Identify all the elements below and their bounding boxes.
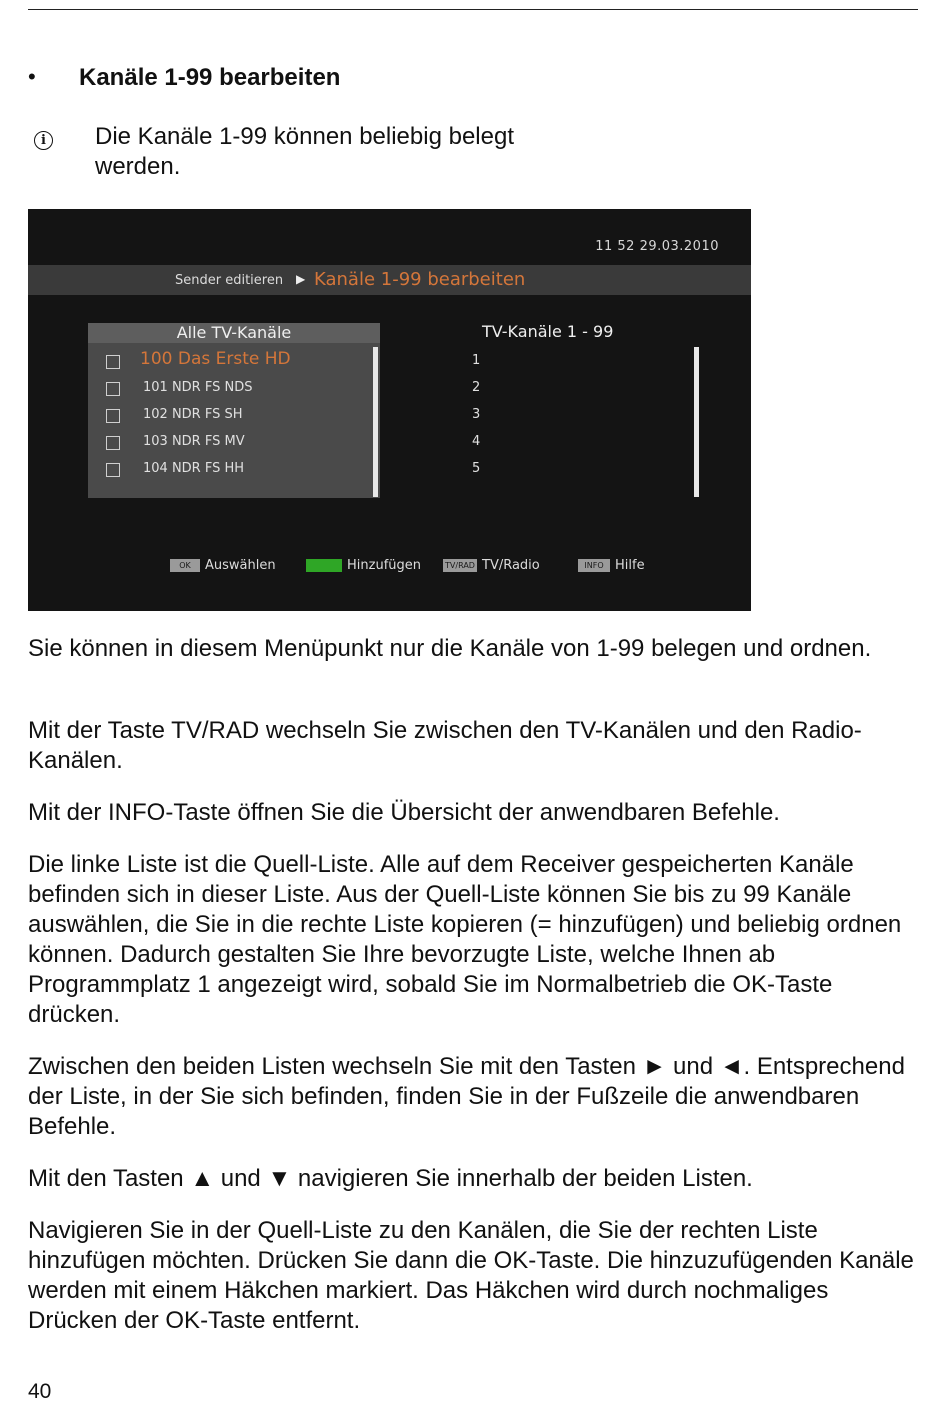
green-key-icon	[306, 559, 342, 572]
page-number: 40	[28, 1380, 52, 1403]
target-scrollbar[interactable]	[694, 347, 699, 497]
channel-label: 104 NDR FS HH	[143, 461, 245, 476]
target-list-item[interactable]: 1	[472, 353, 481, 368]
paragraph: Sie können in diesem Menüpunkt nur die Kanäle von 1-99 belegen und ordnen.	[28, 635, 872, 662]
footer-hint-add	[306, 558, 421, 573]
info-note: Die Kanäle 1-99 können beliebig belegt werden.	[95, 123, 514, 180]
item-checkbox[interactable]	[106, 382, 120, 396]
source-list-item[interactable]	[106, 432, 366, 454]
info-icon: i	[34, 131, 53, 150]
ok-key-icon: OK	[170, 559, 200, 572]
info-key-icon: INFO	[578, 559, 610, 572]
section-title: Kanäle 1-99 bearbeiten	[79, 64, 341, 91]
paragraph: Mit den Tasten ▲ und ▼ navigieren Sie innerhalb der beiden Listen.	[28, 1165, 753, 1192]
target-list-item[interactable]: 5	[472, 461, 481, 476]
paragraph: Navigieren Sie in der Quell-Liste zu den Kanälen, die Sie der rechten Liste hinzufügen möchten. Drücken Sie dann die OK-Taste. Die hinzuzufügenden Kanäle werden mit einem Häkchen markiert. Das Häkchen wird durch nochmaliges Drücken der OK-Taste entfernt.	[28, 1217, 914, 1334]
footer-hint-tvradio	[443, 558, 540, 573]
bullet-point: •	[28, 64, 36, 89]
source-list-item[interactable]	[106, 405, 366, 427]
item-checkbox[interactable]	[106, 355, 120, 369]
channel-label: 100 Das Erste HD	[140, 349, 291, 369]
item-checkbox[interactable]	[106, 409, 120, 423]
source-list-item[interactable]	[106, 459, 366, 481]
footer-hint-help	[578, 558, 645, 573]
breadcrumb-current: Kanäle 1-99 bearbeiten	[314, 269, 526, 290]
tvrad-key-icon: TV/RAD	[443, 559, 477, 572]
target-list-title: TV-Kanäle 1 - 99	[482, 322, 614, 341]
hint-label: Hilfe	[615, 558, 645, 573]
source-list-title: Alle TV-Kanäle	[88, 323, 380, 343]
channel-label: 102 NDR FS SH	[143, 407, 243, 422]
hint-label: Hinzufügen	[347, 558, 421, 573]
item-checkbox[interactable]	[106, 463, 120, 477]
header-rule	[28, 9, 918, 10]
hint-label: Auswählen	[205, 558, 276, 573]
footer-hint-select	[170, 558, 276, 573]
hint-label: TV/Radio	[482, 558, 540, 573]
tv-screenshot	[28, 209, 751, 611]
clock-display: 11 52 29.03.2010	[595, 239, 719, 254]
target-list-item[interactable]: 3	[472, 407, 481, 422]
source-list-item[interactable]	[106, 378, 366, 400]
source-scrollbar[interactable]	[373, 347, 378, 497]
target-list-item[interactable]: 4	[472, 434, 481, 449]
paragraph: Mit der INFO-Taste öffnen Sie die Übersicht der anwendbaren Befehle.	[28, 799, 780, 826]
breadcrumb-arrow-icon: ▶	[296, 272, 306, 286]
breadcrumb-root: Sender editieren	[175, 273, 284, 288]
paragraph: Zwischen den beiden Listen wechseln Sie mit den Tasten ► und ◄. Entsprechend der Liste, in der Sie sich befinden, finden Sie in der Fußzeile die anwendbaren Befehle.	[28, 1053, 905, 1140]
paragraph: Mit der Taste TV/RAD wechseln Sie zwischen den TV-Kanälen und den Radio-Kanälen.	[28, 717, 862, 774]
paragraph: Die linke Liste ist die Quell-Liste. Alle auf dem Receiver gespeicherten Kanäle befinden sich in dieser Liste. Aus der Quell-Liste können Sie bis zu 99 Kanäle auswählen, die Sie in die rechte Liste kopieren (= hinzufügen) und beliebig ordnen können. Dadurch gestalten Sie Ihre bevorzugte Liste, welche Ihnen ab Programmplatz 1 angezeigt wird, sobald Sie im Normalbetrieb die OK-Taste drücken.	[28, 851, 902, 1028]
target-list-item[interactable]: 2	[472, 380, 481, 395]
channel-label: 103 NDR FS MV	[143, 434, 245, 449]
item-checkbox[interactable]	[106, 436, 120, 450]
channel-label: 101 NDR FS NDS	[143, 380, 253, 395]
source-list-item[interactable]	[106, 351, 366, 373]
